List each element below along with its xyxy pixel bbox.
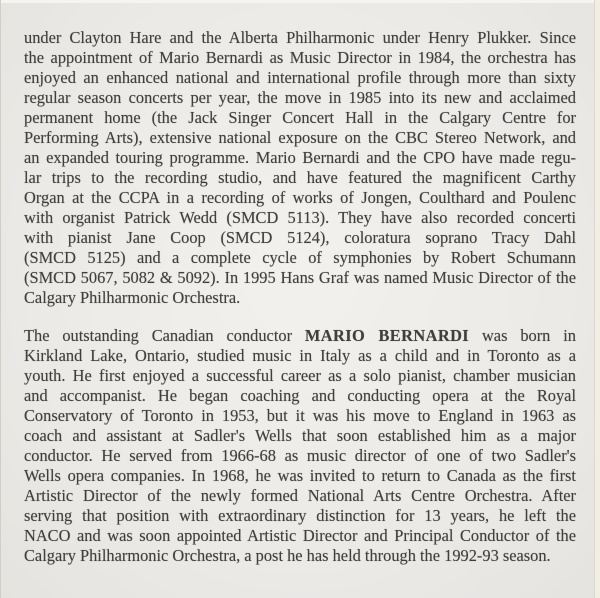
text-segment: lar trips to the recording studio, and have featured the magnificent Carthy bbox=[24, 168, 576, 187]
text-segment: Conservatory of Toronto in 1953, but it was his move to England in 1963 as bbox=[24, 406, 576, 425]
text-line bbox=[24, 88, 576, 108]
text-segment: youth. He first enjoyed a successful career as a solo pianist, chamber musician bbox=[24, 366, 576, 385]
text-segment: with organist Patrick Wedd (SMCD 5113). They have also recorded concerti bbox=[24, 208, 576, 227]
text-segment: and accompanist. He began coaching and conducting opera at the Royal bbox=[24, 386, 576, 405]
page-text bbox=[24, 28, 576, 566]
text-segment: under Clayton Hare and the Alberta Philharmonic under Henry Plukker. Since bbox=[24, 28, 576, 47]
text-segment: permanent home (the Jack Singer Concert Hall in the Calgary Centre for bbox=[24, 108, 576, 127]
scan-edge-right bbox=[594, 0, 600, 598]
text-line bbox=[24, 506, 576, 526]
paragraph bbox=[24, 326, 576, 566]
text-segment: conductor. He served from 1966-68 as music director of one of two Sadler's bbox=[24, 446, 576, 465]
text-segment: was born in bbox=[469, 326, 577, 345]
text-segment: Performing Arts), extensive national exposure on the CBC Stereo Network, and bbox=[24, 128, 576, 147]
text-line bbox=[24, 406, 576, 426]
text-line bbox=[24, 366, 576, 386]
text-segment: (SMCD 5067, 5082 & 5092). In 1995 Hans Graf was named Music Director of the bbox=[24, 268, 576, 287]
text-line bbox=[24, 228, 576, 248]
text-segment: Calgary Philharmonic Orchestra, a post he has held through the 1992-93 season. bbox=[24, 546, 551, 565]
text-segment: Wells opera companies. In 1968, he was invited to return to Canada as the first bbox=[24, 466, 576, 485]
text-segment: The outstanding Canadian conductor bbox=[24, 326, 305, 345]
text-line bbox=[24, 68, 576, 88]
text-line bbox=[24, 288, 576, 308]
text-line bbox=[24, 148, 576, 168]
text-line bbox=[24, 486, 576, 506]
text-line bbox=[24, 248, 576, 268]
text-line bbox=[24, 326, 576, 346]
text-segment: (SMCD 5125) and a complete cycle of symphonies by Robert Schumann bbox=[24, 248, 576, 267]
text-line bbox=[24, 48, 576, 68]
text-line bbox=[24, 546, 576, 566]
text-segment: regular season concerts per year, the move in 1985 into its new and acclaimed bbox=[24, 88, 576, 107]
paragraph bbox=[24, 28, 576, 308]
text-segment: Kirkland Lake, Ontario, studied music in Italy as a child and in Toronto as a bbox=[24, 346, 576, 365]
text-segment: enjoyed an enhanced national and international profile through more than sixty bbox=[24, 68, 576, 87]
text-segment: serving that position with extraordinary distinction for 13 years, he left the bbox=[24, 506, 576, 525]
text-segment: Organ at the CCPA in a recording of works of Jongen, Coulthard and Poulenc bbox=[24, 188, 576, 207]
scan-edge-top bbox=[0, 0, 600, 3]
text-segment: coach and assistant at Sadler's Wells that soon established him as a major bbox=[24, 426, 576, 445]
scan-edge-left bbox=[0, 0, 1, 598]
text-line bbox=[24, 128, 576, 148]
text-line bbox=[24, 346, 576, 366]
text-line bbox=[24, 108, 576, 128]
text-line bbox=[24, 168, 576, 188]
text-line bbox=[24, 446, 576, 466]
text-segment: Calgary Philharmonic Orchestra. bbox=[24, 288, 241, 307]
text-line bbox=[24, 28, 576, 48]
text-line bbox=[24, 526, 576, 546]
text-line bbox=[24, 426, 576, 446]
text-segment: the appointment of Mario Bernardi as Music Director in 1984, the orchestra has bbox=[24, 48, 576, 67]
text-line bbox=[24, 466, 576, 486]
text-segment: Artistic Director of the newly formed National Arts Centre Orchestra. After bbox=[24, 486, 576, 505]
text-segment: with pianist Jane Coop (SMCD 5124), coloratura soprano Tracy Dahl bbox=[24, 228, 576, 247]
text-line bbox=[24, 208, 576, 228]
text-line bbox=[24, 188, 576, 208]
text-segment: NACO and was soon appointed Artistic Director and Principal Conductor of the bbox=[24, 526, 576, 545]
text-segment: an expanded touring programme. Mario Bernardi and the CPO have made regu- bbox=[24, 148, 576, 167]
bold-conductor-name: MARIO BERNARDI bbox=[304, 326, 470, 345]
text-line bbox=[24, 268, 576, 288]
text-line bbox=[24, 386, 576, 406]
